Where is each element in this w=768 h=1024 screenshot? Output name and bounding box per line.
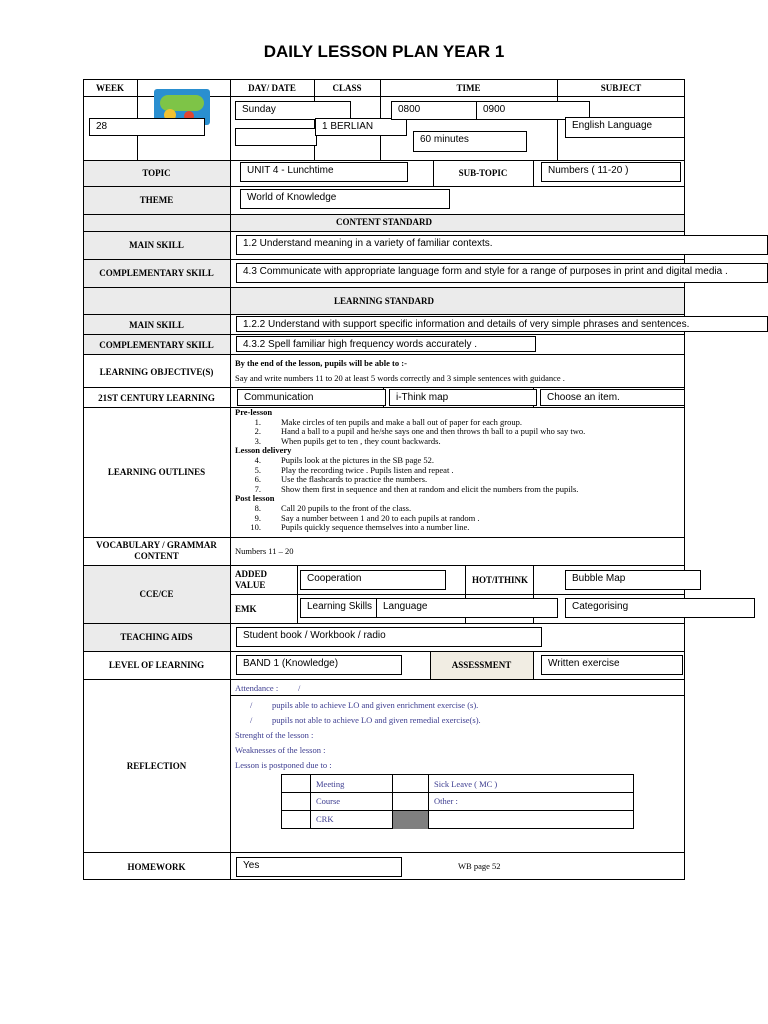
row-divider xyxy=(83,651,685,652)
objectives-intro: By the end of the lesson, pupils will be able to :- xyxy=(235,358,407,368)
time-label: TIME xyxy=(456,83,481,93)
row-divider xyxy=(83,354,685,355)
row-divider xyxy=(83,259,685,260)
century-ithink-field[interactable]: i-Think map xyxy=(389,389,537,406)
topic-field[interactable]: UNIT 4 - Lunchtime xyxy=(240,162,408,182)
assessment-field[interactable]: Written exercise xyxy=(541,655,683,675)
added-value-label: ADDED xyxy=(235,569,268,579)
outline-step: 10. Pupils quickly sequence themselves into a number line. xyxy=(250,522,470,533)
century-communication-field[interactable]: Communication xyxy=(237,389,386,406)
emk-learning-skills-field[interactable]: Learning Skills xyxy=(300,598,384,618)
content-standard-heading: CONTENT STANDARD xyxy=(336,217,432,227)
ls-complementary-label: COMPLEMENTARY SKILL xyxy=(99,340,214,350)
ls-complementary-field[interactable]: 4.3.2 Spell familiar high frequency words accurately . xyxy=(236,336,536,352)
row-divider xyxy=(83,565,685,566)
outlines-label: LEARNING OUTLINES xyxy=(107,467,206,477)
achieve-text: pupils able to achieve LO and given enrichment exercise (s). xyxy=(272,700,479,710)
time-end-field[interactable]: 0900 xyxy=(476,101,590,120)
hot-ithink-label: HOT/ITHINK xyxy=(472,575,529,585)
col-divider xyxy=(428,774,429,829)
row-divider xyxy=(83,537,685,538)
class-field[interactable]: 1 BERLIAN xyxy=(315,118,407,136)
row-divider xyxy=(83,231,685,232)
level-field[interactable]: BAND 1 (Knowledge) xyxy=(236,655,402,675)
sub-topic-field[interactable]: Numbers ( 11-20 ) xyxy=(541,162,681,182)
cs-main-skill-field[interactable]: 1.2 Understand meaning in a variety of familiar contexts. xyxy=(236,235,768,255)
row-divider xyxy=(281,792,428,793)
subject-label: SUBJECT xyxy=(600,83,642,93)
emk-label: EMK xyxy=(235,604,257,614)
outline-step: 3. When pupils get to ten , they count backwards. xyxy=(254,435,441,446)
homework-label: HOMEWORK xyxy=(127,862,186,872)
outline-step: 2. Hand a ball to a pupil and he/she says one and then throws th ball to a pupil who say two. xyxy=(254,426,586,437)
other-label: Other : xyxy=(434,796,458,806)
objectives-label: LEARNING OBJECTIVE(S) xyxy=(99,367,214,377)
added-value-field[interactable]: Cooperation xyxy=(300,570,446,590)
cce-label: CCE/CE xyxy=(139,589,174,599)
row-divider xyxy=(428,792,634,793)
vocab-label-2: CONTENT xyxy=(134,551,179,561)
vocab-value: Numbers 11 – 20 xyxy=(235,546,294,556)
outlines-list xyxy=(235,408,585,533)
week-label: WEEK xyxy=(95,83,124,93)
learning-standard-heading: LEARNING STANDARD xyxy=(333,296,435,306)
crk-label: CRK xyxy=(316,814,334,824)
lesson-delivery-heading: Lesson delivery xyxy=(235,445,292,456)
meeting-label: Meeting xyxy=(316,779,345,789)
teaching-aids-field[interactable]: Student book / Workbook / radio xyxy=(236,627,542,647)
outline-step: 4. Pupils look at the pictures in the SB page 52. xyxy=(254,454,434,465)
page-title: DAILY LESSON PLAN YEAR 1 xyxy=(263,42,505,61)
ls-main-skill-label: MAIN SKILL xyxy=(129,320,184,330)
sub-topic-label: SUB-TOPIC xyxy=(458,168,508,178)
row-divider xyxy=(83,852,685,853)
not-achieve-separator: / xyxy=(250,715,253,725)
sick-leave-label: Sick Leave ( MC ) xyxy=(434,779,498,789)
outline-step: 1. Make circles of ten pupils and make a ball out of paper for each group. xyxy=(254,416,522,427)
topic-label: TOPIC xyxy=(142,168,171,178)
row-divider xyxy=(83,334,685,335)
cs-complementary-field[interactable]: 4.3 Communicate with appropriate language form and style for a range of purposes in print and digital media . xyxy=(236,263,768,283)
level-label: LEVEL OF LEARNING xyxy=(108,660,205,670)
row-divider xyxy=(83,214,685,215)
added-value-label-2: VALUE xyxy=(235,580,266,590)
duration-field[interactable]: 60 minutes xyxy=(413,131,527,152)
outline-step: 6. Use the flashcards to practice the numbers. xyxy=(254,474,428,485)
weakness-label: Weaknesses of the lesson : xyxy=(235,745,326,755)
reflection-label: REFLECTION xyxy=(126,761,187,771)
homework-wb-page: WB page 52 xyxy=(458,861,501,871)
emk-language-field[interactable]: Language xyxy=(376,598,558,618)
outline-step: 9. Say a number between 1 and 20 to each pupils at random . xyxy=(254,512,480,523)
cs-main-skill-label: MAIN SKILL xyxy=(129,240,184,250)
theme-label: THEME xyxy=(139,195,174,205)
col-divider xyxy=(297,565,298,623)
century-label: 21ST CENTURY LEARNING xyxy=(98,393,215,403)
pre-lesson-heading: Pre-lesson xyxy=(235,407,273,417)
row-divider xyxy=(281,810,634,811)
hot-ithink-field[interactable]: Bubble Map xyxy=(565,570,701,590)
assessment-label: ASSESSMENT xyxy=(451,660,512,670)
vocab-label: VOCABULARY / GRAMMAR xyxy=(96,540,217,550)
teaching-aids-label: TEACHING AIDS xyxy=(120,632,193,642)
class-label: CLASS xyxy=(332,83,362,93)
theme-field[interactable]: World of Knowledge xyxy=(240,189,450,209)
row-divider xyxy=(83,287,685,288)
row-divider xyxy=(83,387,685,388)
post-lesson-heading: Post lesson xyxy=(235,493,275,504)
row-divider xyxy=(230,695,685,696)
row-divider xyxy=(83,186,685,187)
subject-field[interactable]: English Language xyxy=(565,117,685,138)
date-field[interactable] xyxy=(235,128,317,146)
objectives-text: Say and write numbers 11 to 20 at least 5 words correctly and 3 simple sentences with guidance . xyxy=(235,373,565,383)
week-field[interactable]: 28 xyxy=(89,118,205,136)
ls-main-skill-field[interactable]: 1.2.2 Understand with support specific information and details of very simple phrases and sentences. xyxy=(236,316,768,332)
outline-step: 8. Call 20 pupils to the front of the class. xyxy=(254,502,412,513)
outline-step: 5. Play the recording twice . Pupils listen and repeat . xyxy=(254,464,454,475)
attendance-separator: / xyxy=(298,683,301,693)
attendance-label: Attendance : xyxy=(235,683,279,693)
time-start-field[interactable]: 0800 xyxy=(391,101,477,120)
day-field[interactable]: Sunday xyxy=(235,101,351,120)
outline-step: 7. Show them first in sequence and then at random and elicit the numbers from the pupils. xyxy=(254,483,579,494)
postponed-label: Lesson is postponed due to : xyxy=(235,760,332,770)
row-divider xyxy=(83,623,685,624)
course-label: Course xyxy=(316,796,341,806)
col-divider xyxy=(310,774,311,829)
day-date-label: DAY/ DATE xyxy=(248,83,296,93)
col-divider xyxy=(230,79,231,880)
strength-label: Strenght of the lesson : xyxy=(235,730,314,740)
century-choose-item-dropdown[interactable]: Choose an item. xyxy=(540,389,685,406)
cs-complementary-label: COMPLEMENTARY SKILL xyxy=(99,268,214,278)
row-divider xyxy=(230,594,685,595)
col-divider xyxy=(533,160,534,186)
crk-checkbox-filled[interactable] xyxy=(393,811,428,829)
row-divider xyxy=(83,160,685,161)
row-divider xyxy=(83,314,685,315)
not-achieve-text: pupils not able to achieve LO and given remedial exercise(s). xyxy=(272,715,481,725)
col-divider xyxy=(533,651,534,679)
achieve-separator: / xyxy=(250,700,253,710)
homework-field[interactable]: Yes xyxy=(236,857,402,877)
categorising-field[interactable]: Categorising xyxy=(565,598,755,618)
row-divider xyxy=(83,679,685,680)
